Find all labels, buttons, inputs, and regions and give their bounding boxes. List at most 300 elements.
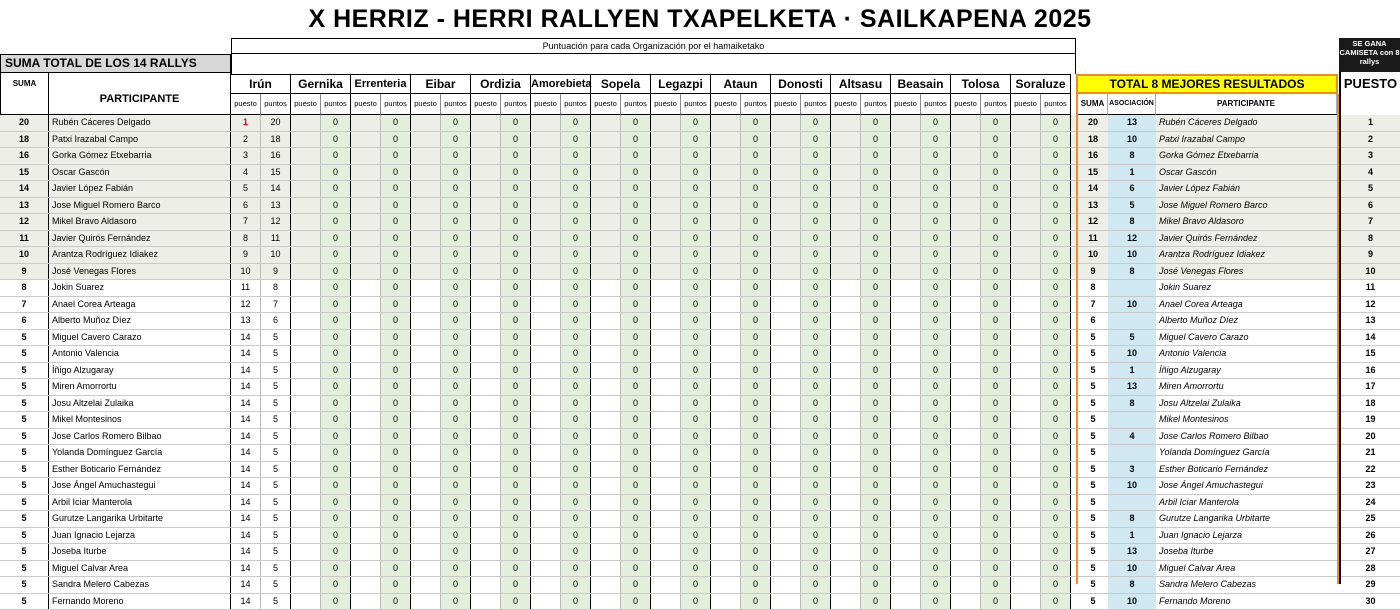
row-participant: Fernando Moreno (49, 594, 231, 610)
row-puesto: 2 (1341, 132, 1400, 148)
row-org-puesto (651, 115, 681, 131)
row-total-asociacion (1108, 445, 1156, 461)
row-org-puntos: 0 (681, 181, 711, 197)
row-org-puesto (351, 412, 381, 428)
row-org-puntos: 0 (921, 264, 951, 280)
row-total-asociacion: 6 (1108, 181, 1156, 197)
row-org-puesto (831, 181, 861, 197)
row-puesto: 18 (1341, 396, 1400, 412)
row-org-puesto (411, 181, 441, 197)
row-irun-puntos: 5 (261, 330, 291, 346)
row-org-puntos: 0 (501, 429, 531, 445)
row-org-puntos: 0 (801, 478, 831, 494)
row-total-suma: 5 (1078, 511, 1108, 527)
row-org-puesto (1011, 511, 1041, 527)
row-org-puesto (351, 445, 381, 461)
row-org-puntos: 0 (1041, 445, 1071, 461)
row-total-suma: 5 (1078, 396, 1108, 412)
row-org-puesto (771, 462, 801, 478)
row-org-puntos: 0 (741, 148, 771, 164)
row-suma: 12 (0, 214, 49, 230)
row-org-puesto (291, 214, 321, 230)
row-org-puntos: 0 (381, 528, 411, 544)
row-total-suma: 14 (1078, 181, 1108, 197)
row-total-suma: 5 (1078, 544, 1108, 560)
row-org-puntos: 0 (501, 495, 531, 511)
row-irun-puntos: 7 (261, 297, 291, 313)
org-header: Beasain (891, 74, 951, 94)
row-org-puesto (651, 363, 681, 379)
row-total-participant: Fernando Moreno (1156, 594, 1337, 610)
row-org-puesto (591, 313, 621, 329)
suma-total-label: SUMA TOTAL DE LOS 14 RALLYS (0, 54, 231, 73)
row-irun-puesto: 8 (231, 231, 261, 247)
row-org-puesto (291, 247, 321, 263)
row-org-puntos: 0 (381, 478, 411, 494)
row-org-puesto (471, 445, 501, 461)
row-org-puntos: 0 (561, 165, 591, 181)
row-org-puesto (831, 346, 861, 362)
row-suma: 5 (0, 412, 49, 428)
row-org-puntos: 0 (441, 198, 471, 214)
row-org-puntos: 0 (1041, 495, 1071, 511)
row-org-puntos: 0 (501, 544, 531, 560)
row-irun-puntos: 10 (261, 247, 291, 263)
row-org-puesto (291, 330, 321, 346)
row-org-puesto (951, 198, 981, 214)
row-org-puesto (771, 231, 801, 247)
row-org-puntos: 0 (561, 544, 591, 560)
row-org-puntos: 0 (1041, 148, 1071, 164)
row-org-puntos: 0 (381, 214, 411, 230)
row-total-participant: Jose Miguel Romero Barco (1156, 198, 1337, 214)
row-org-puntos: 0 (681, 148, 711, 164)
row-org-puntos: 0 (801, 544, 831, 560)
row-total-suma: 11 (1078, 231, 1108, 247)
row-org-puntos: 0 (741, 231, 771, 247)
row-org-puesto (771, 528, 801, 544)
row-org-puesto (711, 297, 741, 313)
row-org-puntos: 0 (621, 462, 651, 478)
row-org-puesto (651, 264, 681, 280)
row-suma: 5 (0, 544, 49, 560)
row-org-puntos: 0 (501, 214, 531, 230)
row-org-puntos: 0 (681, 165, 711, 181)
row-org-puesto (471, 346, 501, 362)
row-org-puntos: 0 (741, 511, 771, 527)
row-suma: 5 (0, 429, 49, 445)
row-org-puntos: 0 (441, 379, 471, 395)
row-org-puesto (351, 214, 381, 230)
org-header: Legazpi (651, 74, 711, 94)
table-row (0, 280, 1400, 297)
row-org-puntos: 0 (561, 297, 591, 313)
row-participant: Sandra Melero Cabezas (49, 577, 231, 593)
row-total-participant: Jose Carlos Romero Bilbao (1156, 429, 1337, 445)
row-org-puntos: 0 (381, 330, 411, 346)
row-org-puesto (291, 412, 321, 428)
row-org-puesto (471, 214, 501, 230)
row-org-puesto (831, 561, 861, 577)
row-org-puntos: 0 (1041, 346, 1071, 362)
row-org-puesto (411, 577, 441, 593)
row-org-puesto (831, 412, 861, 428)
row-org-puntos: 0 (501, 346, 531, 362)
row-org-puesto (951, 495, 981, 511)
row-org-puntos: 0 (861, 115, 891, 131)
row-irun-puesto: 10 (231, 264, 261, 280)
row-org-puesto (771, 264, 801, 280)
row-org-puntos: 0 (741, 264, 771, 280)
total-asociacion-subheader: ASOCIACIÓN (1108, 94, 1156, 115)
row-suma: 5 (0, 346, 49, 362)
row-irun-puntos: 5 (261, 511, 291, 527)
row-org-puesto (351, 264, 381, 280)
row-org-puesto (351, 181, 381, 197)
row-org-puesto (291, 511, 321, 527)
row-irun-puesto: 14 (231, 478, 261, 494)
row-org-puntos: 0 (981, 412, 1011, 428)
row-org-puesto (951, 445, 981, 461)
row-org-puesto (291, 313, 321, 329)
row-org-puntos: 0 (321, 115, 351, 131)
row-org-puesto (711, 132, 741, 148)
row-org-puesto (951, 165, 981, 181)
row-org-puesto (1011, 313, 1041, 329)
row-org-puntos: 0 (321, 412, 351, 428)
row-org-puntos: 0 (381, 577, 411, 593)
row-org-puesto (651, 577, 681, 593)
row-irun-puntos: 14 (261, 181, 291, 197)
org-puntos-subheader: puntos (441, 94, 471, 115)
row-org-puntos: 0 (801, 495, 831, 511)
table-row (0, 577, 1400, 594)
row-org-puesto (1011, 528, 1041, 544)
row-org-puesto (1011, 363, 1041, 379)
row-org-puntos: 0 (621, 396, 651, 412)
row-total-suma: 5 (1078, 561, 1108, 577)
row-org-puntos: 0 (1041, 297, 1071, 313)
row-suma: 14 (0, 181, 49, 197)
row-total-asociacion: 13 (1108, 544, 1156, 560)
org-puesto-subheader: puesto (651, 94, 681, 115)
row-org-puntos: 0 (381, 181, 411, 197)
row-org-puesto (891, 396, 921, 412)
row-total-participant: Josu Altzelai Zulaika (1156, 396, 1337, 412)
row-org-puesto (831, 478, 861, 494)
row-org-puntos: 0 (621, 115, 651, 131)
row-org-puntos: 0 (861, 511, 891, 527)
row-org-puesto (951, 148, 981, 164)
row-org-puesto (651, 165, 681, 181)
table-row (0, 462, 1400, 479)
row-irun-puesto: 14 (231, 363, 261, 379)
row-org-puesto (891, 198, 921, 214)
row-org-puesto (831, 511, 861, 527)
row-org-puesto (951, 231, 981, 247)
row-org-puesto (1011, 462, 1041, 478)
row-org-puesto (831, 528, 861, 544)
row-org-puesto (591, 330, 621, 346)
row-org-puesto (531, 363, 561, 379)
row-irun-puntos: 5 (261, 412, 291, 428)
row-total-participant: Miguel Calvar Area (1156, 561, 1337, 577)
row-org-puntos: 0 (561, 264, 591, 280)
row-org-puntos: 0 (621, 247, 651, 263)
row-suma: 5 (0, 330, 49, 346)
row-org-puesto (291, 132, 321, 148)
row-org-puntos: 0 (561, 429, 591, 445)
row-puesto: 28 (1341, 561, 1400, 577)
row-total-participant: Oscar Gascón (1156, 165, 1337, 181)
row-total-participant: Javier Quirós Fernández (1156, 231, 1337, 247)
row-org-puntos: 0 (381, 264, 411, 280)
row-puesto: 8 (1341, 231, 1400, 247)
row-org-puntos: 0 (981, 280, 1011, 296)
row-org-puesto (711, 462, 741, 478)
row-org-puntos: 0 (861, 247, 891, 263)
row-org-puesto (831, 231, 861, 247)
row-org-puesto (411, 511, 441, 527)
row-org-puesto (951, 330, 981, 346)
row-org-puesto (591, 280, 621, 296)
row-org-puesto (891, 297, 921, 313)
row-puesto: 25 (1341, 511, 1400, 527)
row-org-puntos: 0 (741, 198, 771, 214)
row-org-puntos: 0 (861, 594, 891, 610)
row-org-puesto (831, 330, 861, 346)
row-org-puntos: 0 (501, 561, 531, 577)
row-irun-puntos: 5 (261, 577, 291, 593)
row-org-puntos: 0 (441, 264, 471, 280)
row-total-asociacion: 8 (1108, 214, 1156, 230)
row-org-puesto (351, 544, 381, 560)
row-org-puntos: 0 (921, 148, 951, 164)
row-org-puesto (531, 594, 561, 610)
row-org-puntos: 0 (861, 181, 891, 197)
row-org-puesto (831, 396, 861, 412)
row-org-puntos: 0 (861, 478, 891, 494)
org-puntos-subheader: puntos (801, 94, 831, 115)
row-org-puntos: 0 (561, 577, 591, 593)
row-org-puntos: 0 (321, 346, 351, 362)
row-org-puesto (591, 181, 621, 197)
row-org-puntos: 0 (801, 214, 831, 230)
row-org-puesto (711, 264, 741, 280)
row-org-puesto (351, 313, 381, 329)
row-org-puesto (1011, 264, 1041, 280)
row-org-puntos: 0 (621, 363, 651, 379)
row-org-puesto (531, 561, 561, 577)
row-org-puesto (891, 462, 921, 478)
row-org-puesto (771, 148, 801, 164)
row-suma: 5 (0, 577, 49, 593)
row-org-puntos: 0 (801, 429, 831, 445)
row-irun-puesto: 14 (231, 462, 261, 478)
row-org-puesto (291, 297, 321, 313)
row-org-puntos: 0 (981, 330, 1011, 346)
row-org-puntos: 0 (381, 165, 411, 181)
row-org-puntos: 0 (741, 462, 771, 478)
row-org-puntos: 0 (501, 478, 531, 494)
row-org-puntos: 0 (741, 528, 771, 544)
row-participant: Anael Corea Arteaga (49, 297, 231, 313)
table-row (0, 115, 1400, 132)
org-puntos-subheader: puntos (381, 94, 411, 115)
row-participant: Josu Altzelai Zulaika (49, 396, 231, 412)
row-org-puntos: 0 (981, 198, 1011, 214)
row-total-suma: 7 (1078, 297, 1108, 313)
row-org-puesto (891, 594, 921, 610)
row-org-puntos: 0 (501, 379, 531, 395)
row-org-puesto (351, 148, 381, 164)
row-org-puntos: 0 (1041, 561, 1071, 577)
row-org-puntos: 0 (801, 412, 831, 428)
row-suma: 18 (0, 132, 49, 148)
row-org-puntos: 0 (501, 577, 531, 593)
row-org-puntos: 0 (1041, 181, 1071, 197)
table-row (0, 297, 1400, 314)
row-org-puntos: 0 (1041, 412, 1071, 428)
row-org-puesto (291, 462, 321, 478)
row-org-puntos: 0 (501, 363, 531, 379)
row-org-puesto (891, 495, 921, 511)
row-total-asociacion: 10 (1108, 132, 1156, 148)
row-org-puesto (831, 462, 861, 478)
row-org-puntos: 0 (801, 528, 831, 544)
row-org-puesto (711, 445, 741, 461)
row-irun-puntos: 20 (261, 115, 291, 131)
row-org-puntos: 0 (861, 264, 891, 280)
row-org-puntos: 0 (561, 528, 591, 544)
row-org-puntos: 0 (1041, 313, 1071, 329)
row-org-puesto (711, 396, 741, 412)
row-org-puntos: 0 (441, 165, 471, 181)
org-puesto-subheader: puesto (831, 94, 861, 115)
row-org-puntos: 0 (441, 594, 471, 610)
row-org-puntos: 0 (381, 198, 411, 214)
table-row (0, 181, 1400, 198)
row-org-puesto (471, 544, 501, 560)
row-org-puntos: 0 (621, 297, 651, 313)
row-total-suma: 8 (1078, 280, 1108, 296)
row-org-puntos: 0 (861, 346, 891, 362)
row-org-puesto (351, 511, 381, 527)
row-org-puntos: 0 (321, 181, 351, 197)
row-org-puntos: 0 (381, 231, 411, 247)
row-puesto: 20 (1341, 429, 1400, 445)
row-org-puntos: 0 (561, 379, 591, 395)
row-org-puntos: 0 (621, 165, 651, 181)
row-org-puesto (291, 181, 321, 197)
row-total-asociacion: 10 (1108, 478, 1156, 494)
row-org-puesto (291, 363, 321, 379)
row-org-puesto (951, 313, 981, 329)
row-org-puntos: 0 (501, 330, 531, 346)
row-org-puntos: 0 (501, 528, 531, 544)
table-row (0, 148, 1400, 165)
row-participant: Miren Amorrortu (49, 379, 231, 395)
row-org-puntos: 0 (501, 198, 531, 214)
row-total-participant: Gurutze Langarika Urbitarte (1156, 511, 1337, 527)
row-org-puntos: 0 (621, 412, 651, 428)
row-irun-puesto: 14 (231, 561, 261, 577)
row-total-participant: Anael Corea Arteaga (1156, 297, 1337, 313)
org-puntos-subheader: puntos (501, 94, 531, 115)
row-org-puntos: 0 (321, 214, 351, 230)
table-row (0, 198, 1400, 215)
row-org-puesto (771, 396, 801, 412)
row-irun-puntos: 5 (261, 594, 291, 610)
row-total-participant: Miren Amorrortu (1156, 379, 1337, 395)
row-org-puntos: 0 (441, 429, 471, 445)
row-org-puesto (531, 577, 561, 593)
row-org-puesto (951, 577, 981, 593)
row-participant: Esther Boticario Fernández (49, 462, 231, 478)
row-org-puntos: 0 (981, 544, 1011, 560)
row-org-puntos: 0 (861, 297, 891, 313)
row-org-puntos: 0 (621, 478, 651, 494)
row-org-puesto (1011, 115, 1041, 131)
row-irun-puntos: 5 (261, 478, 291, 494)
row-org-puntos: 0 (321, 264, 351, 280)
row-org-puesto (411, 445, 441, 461)
row-irun-puesto: 1 (231, 115, 261, 131)
row-org-puesto (951, 379, 981, 395)
row-puesto: 27 (1341, 544, 1400, 560)
row-org-puesto (531, 148, 561, 164)
row-org-puntos: 0 (981, 165, 1011, 181)
row-org-puntos: 0 (321, 379, 351, 395)
row-org-puesto (531, 445, 561, 461)
row-org-puesto (771, 478, 801, 494)
row-org-puesto (711, 594, 741, 610)
row-irun-puesto: 12 (231, 297, 261, 313)
row-puesto: 3 (1341, 148, 1400, 164)
row-participant: Jokin Suarez (49, 280, 231, 296)
row-org-puesto (291, 478, 321, 494)
total-border-left (1076, 94, 1078, 584)
row-org-puesto (711, 379, 741, 395)
row-puesto: 7 (1341, 214, 1400, 230)
row-suma: 20 (0, 115, 49, 131)
row-org-puesto (471, 297, 501, 313)
row-org-puntos: 0 (381, 544, 411, 560)
row-org-puntos: 0 (561, 247, 591, 263)
row-org-puntos: 0 (441, 511, 471, 527)
row-org-puntos: 0 (321, 462, 351, 478)
row-org-puesto (591, 528, 621, 544)
row-total-asociacion: 1 (1108, 363, 1156, 379)
row-org-puesto (471, 561, 501, 577)
row-org-puntos: 0 (741, 445, 771, 461)
row-org-puntos: 0 (861, 165, 891, 181)
row-org-puesto (831, 495, 861, 511)
row-org-puesto (831, 264, 861, 280)
row-org-puesto (411, 544, 441, 560)
row-org-puntos: 0 (1041, 544, 1071, 560)
row-org-puesto (1011, 198, 1041, 214)
org-puntos-subheader: puntos (1041, 94, 1071, 115)
row-org-puntos: 0 (741, 544, 771, 560)
row-org-puntos: 0 (981, 132, 1011, 148)
row-org-puntos: 0 (921, 577, 951, 593)
row-org-puntos: 0 (621, 495, 651, 511)
row-suma: 5 (0, 594, 49, 610)
row-irun-puesto: 2 (231, 132, 261, 148)
row-org-puesto (651, 198, 681, 214)
row-org-puesto (711, 198, 741, 214)
